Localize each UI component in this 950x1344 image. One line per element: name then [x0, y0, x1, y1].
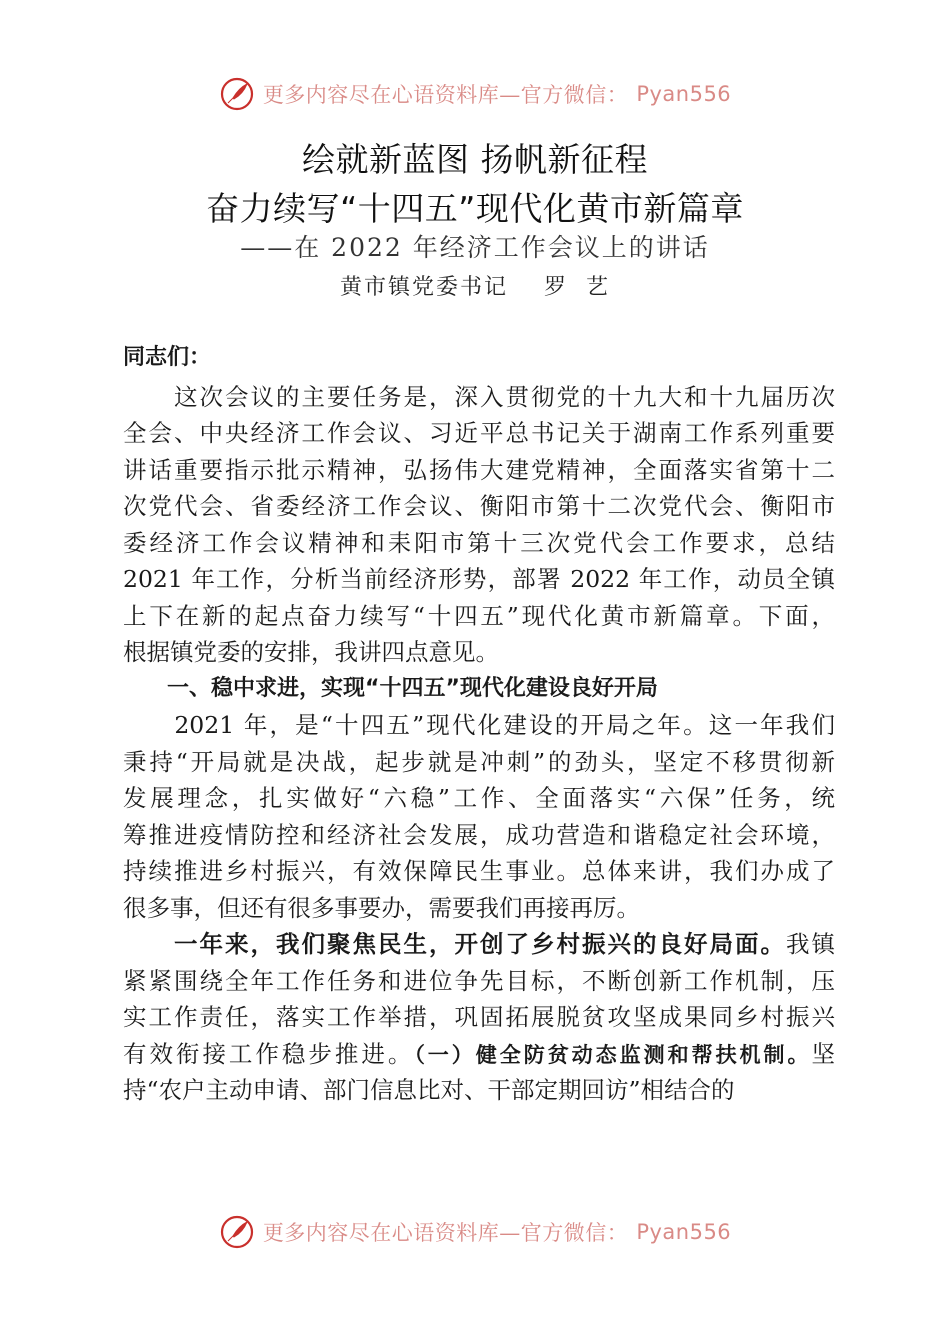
paragraph-line: 2021 年工作，分析当前经济形势，部署 2022 年工作，动员全镇 — [123, 565, 835, 593]
paragraph-line: 很多事，但还有很多事要办，需要我们再接再厉。 — [123, 893, 640, 922]
paragraph-line: 实工作责任，落实工作举措，巩固拓展脱贫攻坚成果同乡村振兴 — [123, 1003, 835, 1031]
paragraph-line — [123, 926, 835, 963]
watermark-wechat-id: Pyan556 — [636, 82, 732, 106]
paragraph-line: 这次会议的主要任务是，深入贯彻党的十九大和十九届历次 — [123, 382, 835, 411]
paragraph-line: 筹推进疫情防控和经济社会发展，成功营造和谐稳定社会环境， — [123, 820, 835, 849]
paragraph-line: 全会、中央经济工作会议、习近平总书记关于湖南工作系列重要 — [123, 419, 835, 447]
author-line: 黄市镇党委书记 罗 艺 — [340, 275, 610, 300]
paragraph-2 — [123, 707, 835, 926]
paragraph-line: 持“农户主动申请、部门信息比对、干部定期回访”相结合的 — [123, 1076, 735, 1104]
greeting: 同志们： — [123, 345, 212, 370]
title-line-1: 绘就新蓝图 扬帆新征程 — [302, 140, 648, 179]
title-line-2: 奋力续写“十四五”现代化黄市新篇章 — [206, 189, 744, 228]
paragraph-line: 次党代会、省委经济工作会议、衡阳市第十二次党代会、衡阳市 — [123, 492, 835, 520]
paragraph-line: 发展理念，扎实做好“六稳”工作、全面落实“六保”任务，统 — [123, 784, 835, 812]
watermark-text: 更多内容尽在心语资料库—官方微信： — [262, 83, 629, 107]
paragraph-line: 委经济工作会议精神和耒阳市第十三次党代会工作要求，总结 — [123, 528, 835, 557]
paragraph-1 — [123, 379, 835, 671]
speech-body — [123, 340, 835, 1109]
bold-lead: 一年来，我们聚焦民生，开创了乡村振兴的良好局面。 — [123, 930, 786, 958]
watermark-text: 更多内容尽在心语资料库—官方微信： — [262, 1221, 629, 1245]
text-run: 有效衔接工作稳步推进。 — [123, 1039, 415, 1068]
paragraph-3 — [123, 926, 835, 1109]
paragraph-line: 秉持“开局就是决战，起步就是冲刺”的劲头，坚定不移贯彻新 — [123, 747, 835, 776]
text-run: 坚 — [811, 1039, 836, 1068]
paragraph-line: 紧紧围绕全年工作任务和进位争先目标，不断创新工作机制，压 — [123, 966, 835, 995]
paragraph-line: 上下在新的起点奋力续写“十四五”现代化黄市新篇章。下面， — [123, 601, 835, 630]
subtitle: ——在 2022 年经济工作会议上的讲话 — [240, 233, 710, 262]
watermark-bottom — [0, 1210, 950, 1254]
quill-logo-icon — [219, 1214, 255, 1250]
section-heading-1: 一、稳中求进，实现“十四五”现代化建设良好开局 — [123, 675, 658, 701]
paragraph-line: 2021 年，是“十四五”现代化建设的开局之年。这一年我们 — [123, 711, 835, 739]
paragraph-line: 根据镇党委的安排，我讲四点意见。 — [123, 638, 499, 666]
paragraph-line — [123, 1036, 835, 1073]
quill-logo-icon — [219, 76, 255, 112]
paragraph-line: 持续推进乡村振兴，有效保障民生事业。总体来讲，我们办成了 — [123, 857, 835, 885]
watermark-wechat-id: Pyan556 — [636, 1220, 732, 1244]
bold-subheading: （一）健全防贫动态监测和帮扶机制。 — [414, 1042, 812, 1067]
watermark-top — [0, 72, 950, 116]
paragraph-line: 讲话重要指示批示精神，弘扬伟大建党精神，全面落实省第十二 — [123, 455, 835, 484]
text-run: 我镇 — [786, 930, 835, 958]
